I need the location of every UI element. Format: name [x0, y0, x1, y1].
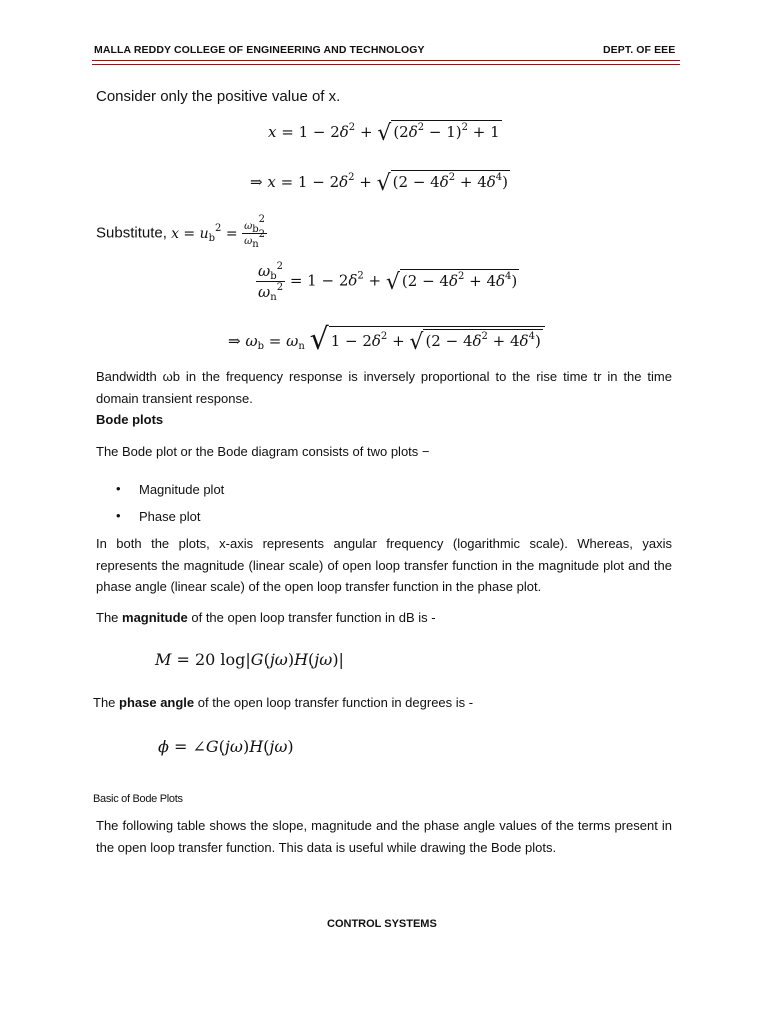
magnitude-bold: magnitude: [122, 610, 188, 625]
bullet-phase: Phase plot: [139, 509, 201, 524]
phase-pre: The: [93, 695, 120, 710]
bullet-dot: •: [116, 481, 121, 496]
magnitude-line: [96, 607, 436, 629]
equation-omega-b: ⇒ $\omega_b = \omega_n$ √ $1 - 2\delta^2$ + √ $(2 - 4\delta^2 + 4\delta^4)$: [228, 322, 545, 357]
table-paragraph: The following table shows the slope, magnitude and the phase angle values of the terms present in the open loop transfer function. This data is useful while drawing the Bode plots.: [96, 818, 672, 855]
bandwidth-paragraph: Bandwidth ωb in the frequency response is inversely proportional to the rise time tr in the time domain transient response.: [96, 369, 672, 406]
substitute-label: Substitute,: [96, 224, 167, 242]
header-rule-thin: [92, 64, 680, 65]
axes-paragraph: In both the plots, x-axis represents angular frequency (logarithmic scale). Whereas, yaxis represents the magnitude (linear scale) of open loop transfer function in the magnitude plot and the phase angle (linear scale) of the open loop transfer function in the phase plot.: [96, 536, 672, 594]
phase-post: of the open loop transfer function in degrees is -: [194, 695, 474, 710]
equation-omega-ratio: $\frac{\omega_b^2}{\omega_n^2}$ = $1 - 2\delta^2$ + √ $(2 - 4\delta^2 + 4\delta^4)$: [258, 261, 518, 303]
equation-phase: ϕ = ∠G(jω)H(jω): [158, 737, 294, 756]
header-dept: DEPT. OF EEE: [603, 44, 676, 56]
header-rule: [92, 60, 680, 61]
bode-intro: The Bode plot or the Bode diagram consists of two plots −: [96, 444, 430, 459]
magnitude-pre: The: [96, 610, 123, 625]
bode-heading: Bode plots: [96, 412, 164, 427]
phase-bold: phase angle: [119, 695, 195, 710]
equation-x-simplified: ⇒ $x = 1 - 2\delta^2$ + √ $(2 - 4\delta^2 + 4\delta^4)$: [250, 171, 509, 196]
bullet-dot: •: [116, 508, 121, 523]
magnitude-post: of the open loop transfer function in dB is -: [187, 610, 436, 625]
intro-text: Consider only the positive value of x.: [96, 88, 341, 105]
equation-magnitude: M = 20 log|G(jω)H(jω)|: [155, 650, 344, 669]
header-college: MALLA REDDY COLLEGE OF ENGINEERING AND TECHNOLOGY: [94, 44, 425, 56]
footer-subject: CONTROL SYSTEMS: [327, 918, 437, 930]
phase-line: [93, 692, 473, 714]
equation-x: $x = 1 - 2\delta^2$ + √ $(2\delta^2 - 1)^2 + 1$: [268, 121, 500, 146]
substitute-line: Substitute, $x = u_b^2$ = $\frac{\omega_b^2}{\omega_n^2}$: [96, 214, 266, 250]
basic-heading: Basic of Bode Plots: [93, 793, 183, 805]
bullet-magnitude: Magnitude plot: [139, 482, 225, 497]
